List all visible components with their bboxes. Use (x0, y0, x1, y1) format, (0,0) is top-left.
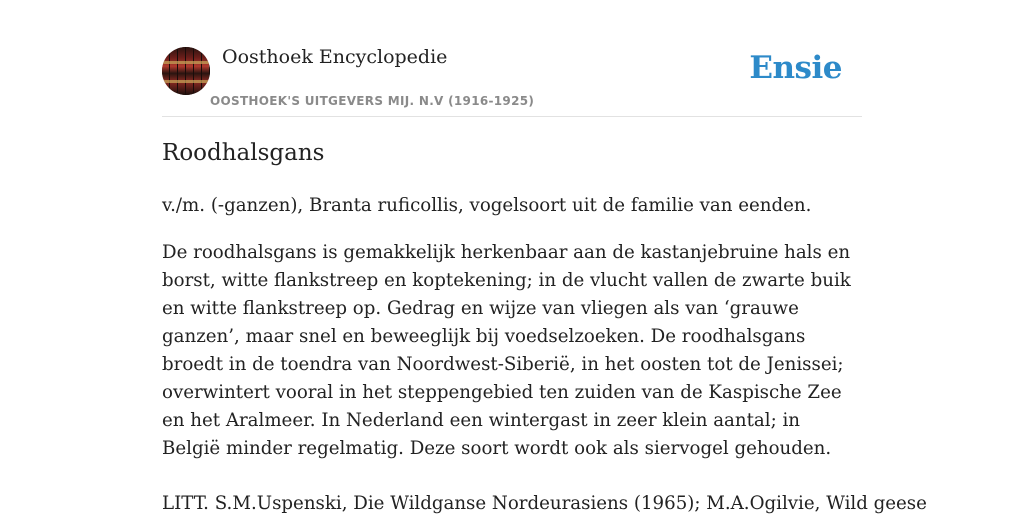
site-name-link[interactable]: Oosthoek Encyclopedie (222, 46, 448, 68)
publisher-label: OOSTHOEK'S UITGEVERS MIJ. N.V (1916-1925) (210, 94, 535, 108)
article-title: Roodhalsgans (162, 140, 325, 166)
page-container (162, 0, 927, 514)
book-spines-icon[interactable] (162, 47, 210, 95)
ensie-logo-link[interactable]: Ensie (749, 50, 842, 86)
article-definition: v./m. (-ganzen), Branta ruficollis, vogelsoort uit de familie van eenden. (162, 195, 812, 216)
article-literature: LITT. S.M.Uspenski, Die Wildganse Nordeurasiens (1965); M.A.Ogilvie, Wild geese (162, 493, 927, 514)
article-body: De roodhalsgans is gemakkelijk herkenbaar aan de kastanjebruine hals en borst, witte flankstreep en koptekening; in de vlucht vallen de zwarte buik en witte flankstreep op. Gedrag en wijze van vliegen als van ‘grauwe ganzen’, maar snel en beweeglijk bij voedselzoeken. De roodhalsgans broedt in de toendra van Noordwest-Siberië, in het oosten tot de Jenissei; overwintert vooral in het steppengebied ten zuiden van de Kaspische Zee en het Aralmeer. In Nederland een wintergast in zeer klein aantal; in België minder regelmatig. Deze soort wordt ook als siervogel gehouden. (162, 242, 851, 459)
site-header (162, 0, 862, 117)
